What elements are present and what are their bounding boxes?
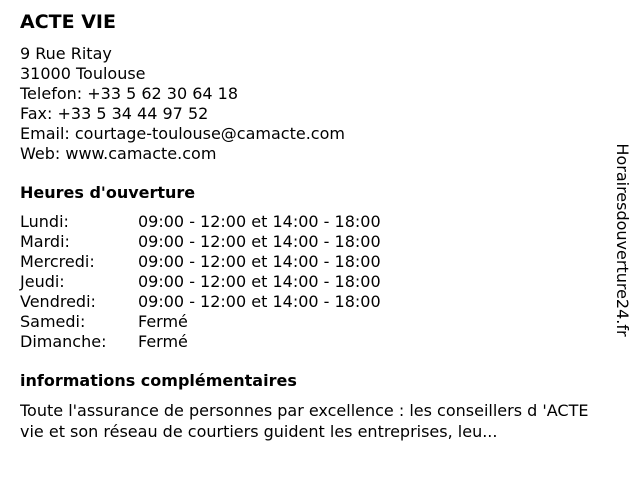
phone-number: Telefon: +33 5 62 30 64 18	[20, 84, 239, 103]
hours-day: Mardi:	[20, 232, 70, 251]
address-city: 31000 Toulouse	[20, 64, 146, 83]
hours-time: 09:00 - 12:00 et 14:00 - 18:00	[138, 272, 381, 291]
hours-row-sunday	[20, 332, 610, 352]
site-credit-vertical: Horairesdouverture24.fr	[613, 143, 632, 337]
hours-time: 09:00 - 12:00 et 14:00 - 18:00	[138, 252, 381, 271]
hours-time: 09:00 - 12:00 et 14:00 - 18:00	[138, 292, 381, 311]
hours-day: Lundi:	[20, 212, 69, 231]
additional-info-text: Toute l'assurance de personnes par excellence : les conseillers d 'ACTE vie et son réseau de courtiers guident les entreprises, leu...	[20, 401, 589, 441]
address-street: 9 Rue Ritay	[20, 44, 112, 63]
website: Web: www.camacte.com	[20, 144, 217, 163]
hours-time: 09:00 - 12:00 et 14:00 - 18:00	[138, 232, 381, 251]
hours-time: 09:00 - 12:00 et 14:00 - 18:00	[138, 212, 381, 231]
opening-hours-table	[20, 212, 610, 352]
hours-row-tuesday	[20, 232, 610, 252]
hours-day: Mercredi:	[20, 252, 95, 271]
hours-time: Fermé	[138, 332, 188, 351]
business-card	[20, 10, 610, 442]
email-address: Email: courtage-toulouse@camacte.com	[20, 124, 345, 143]
opening-hours-heading: Heures d'ouverture	[20, 183, 196, 202]
hours-row-saturday	[20, 312, 610, 332]
hours-time: Fermé	[138, 312, 188, 331]
hours-day: Dimanche:	[20, 332, 107, 351]
hours-row-friday	[20, 292, 610, 312]
contact-block	[20, 44, 610, 164]
fax-number: Fax: +33 5 34 44 97 52	[20, 104, 209, 123]
hours-day: Vendredi:	[20, 292, 96, 311]
hours-row-monday	[20, 212, 610, 232]
hours-day: Samedi:	[20, 312, 86, 331]
additional-info-heading: informations complémentaires	[20, 371, 297, 390]
hours-day: Jeudi:	[20, 272, 65, 291]
business-name: ACTE VIE	[20, 11, 116, 33]
hours-row-thursday	[20, 272, 610, 292]
hours-row-wednesday	[20, 252, 610, 272]
